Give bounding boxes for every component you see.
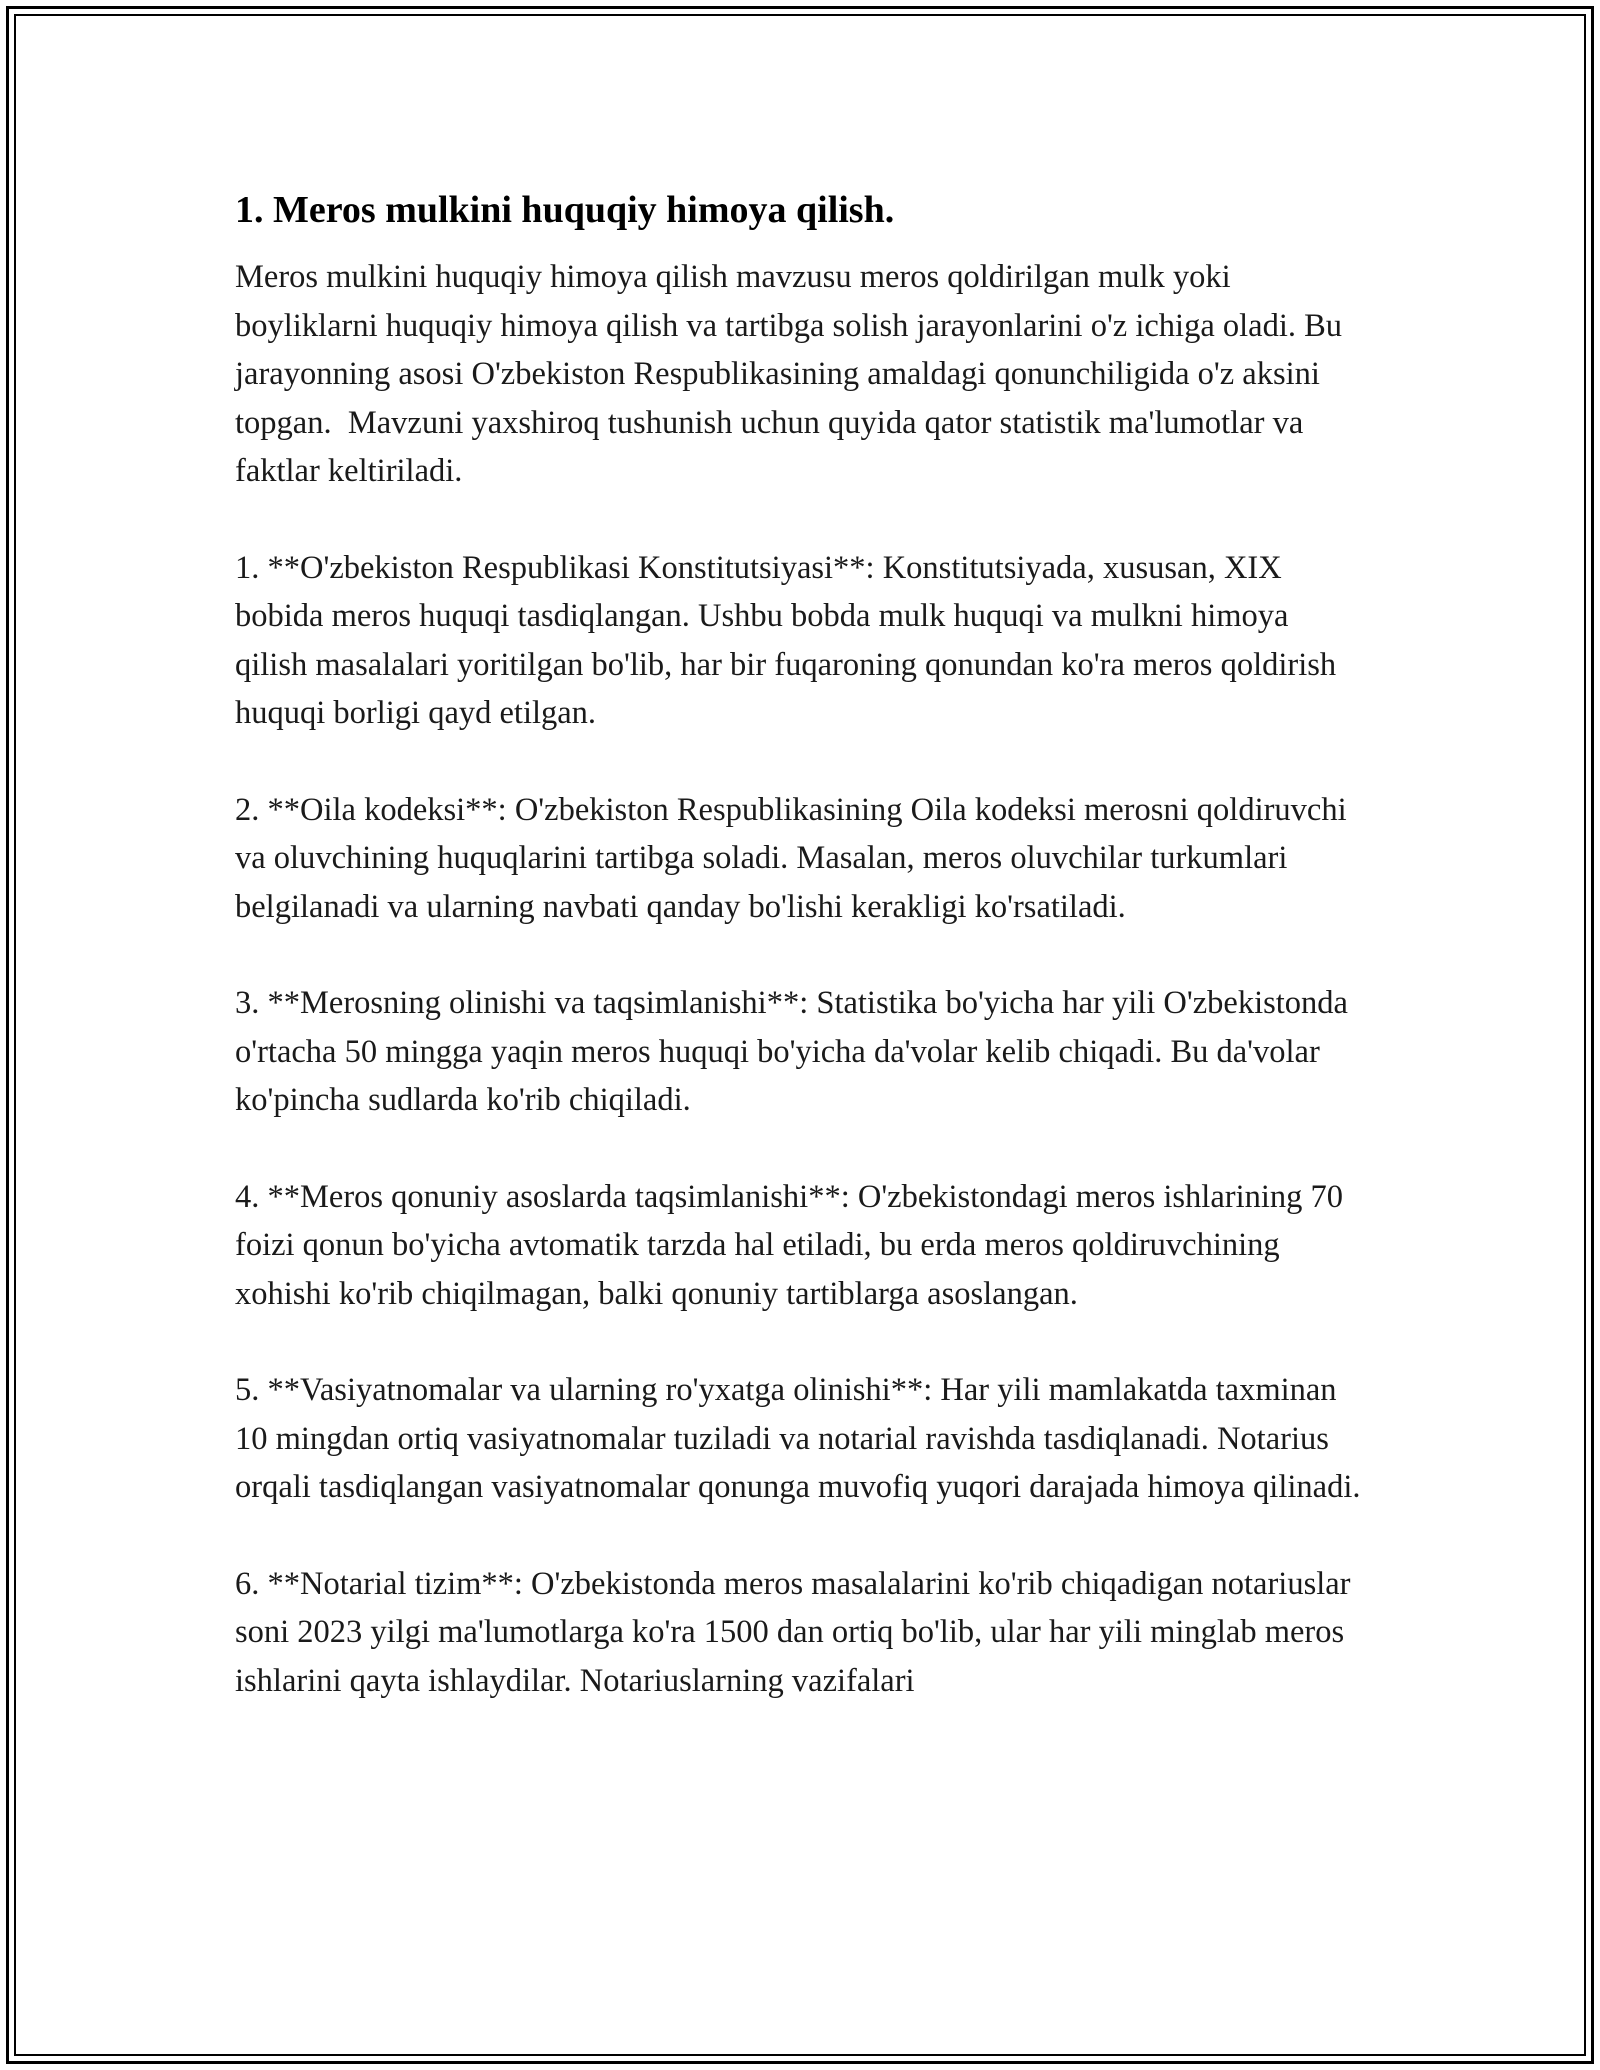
- list-item-notarial-system: 6. **Notarial tizim**: O'zbekistonda meros masalalarini ko'rib chiqadigan notariuslar soni 2023 yilgi ma'lumotlarga ko'ra 1500 dan ortiq bo'lib, ular har yili minglab meros ishlarini qayta ishlaydilar. Notariuslarning vazifalari: [235, 1565, 1359, 1699]
- intro-paragraph: Meros mulkini huquqiy himoya qilish mavzusu meros qoldirilgan mulk yoki boyliklarni huquqiy himoya qilish va tartibga solish jarayonlarini o'z ichiga oladi. Bu jarayonning asosi O'zbekiston Respublikasining amaldagi qonunchiligida o'z aksini topgan. Mavzuni yaxshiroq tushunish uchun quyida qator statistik ma'lumotlar va faktlar keltiriladi.: [235, 259, 1351, 489]
- list-item-wills-registration: 5. **Vasiyatnomalar va ularning ro'yxatga olinishi**: Har yili mamlakatda taxminan 10 mingdan ortiq vasiyatnomalar tuziladi va notarial ravishda tasdiqlanadi. Notarius orqali tasdiqlangan vasiyatnomalar qonunga muvofiq yuqori darajada himoya qilinadi.: [235, 1372, 1361, 1505]
- list-item-legal-basis: 4. **Meros qonuniy asoslarda taqsimlanishi**: O'zbekistondagi meros ishlarining 70 foizi qonun bo'yicha avtomatik tarzda hal etiladi, bu erda meros qoldiruvchining xohishi ko'rib chiqilmagan, balki qonuniy tartiblarga asoslangan.: [235, 1178, 1352, 1312]
- list-item-constitution: 1. **O'zbekiston Respublikasi Konstitutsiyasi**: Konstitutsiyada, xususan, XIX bobida meros huquqi tasdiqlangan. Ushbu bobda mulk huquqi va mulkni himoya qilish masalalari yoritilgan bo'lib, har bir fuqaroning qonundan ko'ra meros qoldirish huquqi borligi qayd etilgan.: [235, 549, 1345, 731]
- section-heading: 1. Meros mulkini huquqiy himoya qilish.: [235, 189, 895, 231]
- list-item-family-code: 2. **Oila kodeksi**: O'zbekiston Respublikasining Oila kodeksi merosni qoldiruvchi va oluvchining huquqlarini tartibga soladi. Masalan, meros oluvchilar turkumlari belgilanadi va ularning navbati qanday bo'lishi kerakligi ko'rsatiladi.: [235, 791, 1355, 925]
- document-body: [235, 185, 1365, 1705]
- list-item-inheritance-distribution: 3. **Merosning olinishi va taqsimlanishi**: Statistika bo'yicha har yili O'zbekistonda o'rtacha 50 mingga yaqin meros huquqi bo'yicha da'volar kelib chiqadi. Bu da'volar ko'pincha sudlarda ko'rib chiqiladi.: [235, 985, 1357, 1118]
